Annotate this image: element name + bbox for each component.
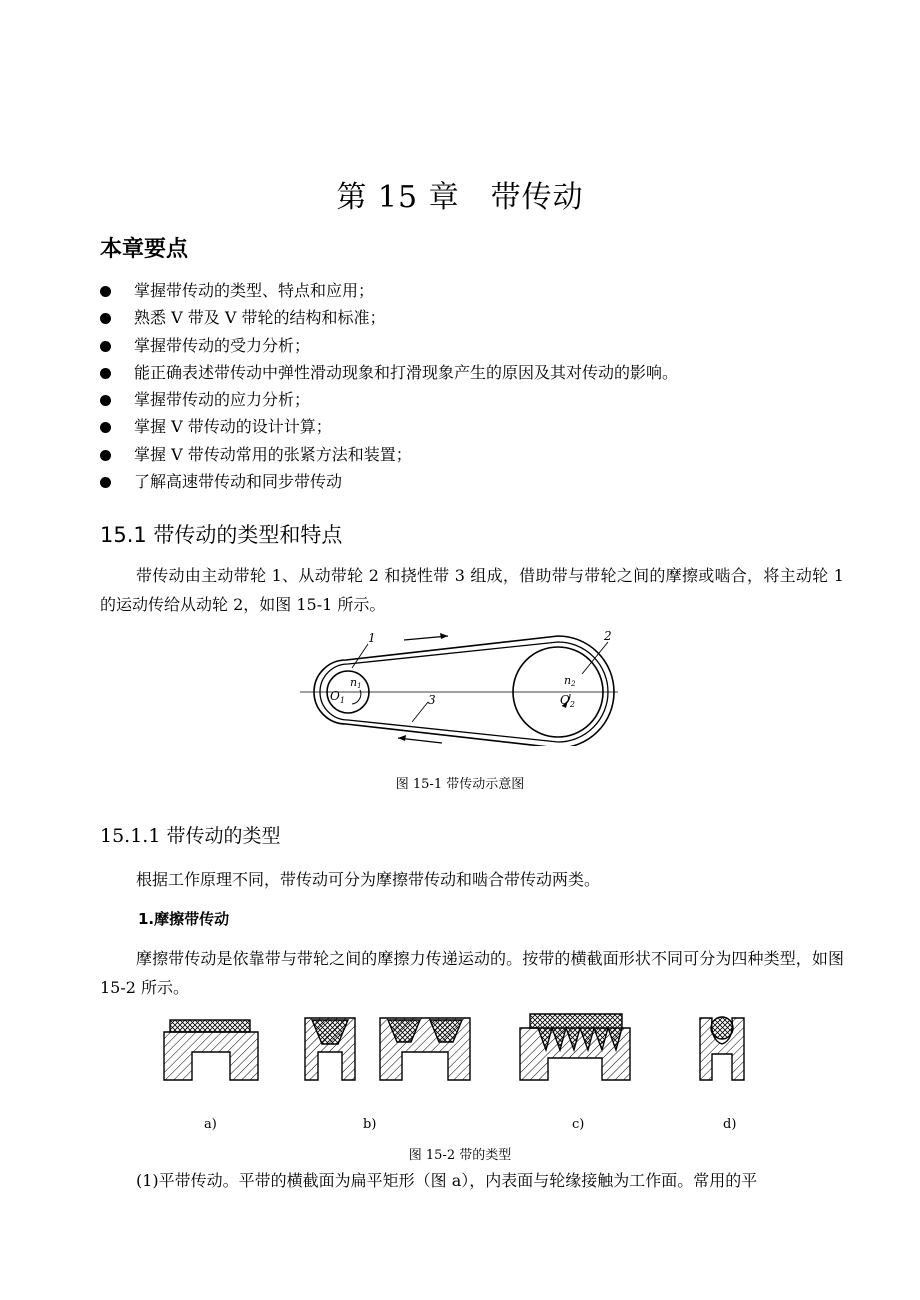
label-two: 2 <box>604 629 612 643</box>
key-point-item: 熟悉 V 带及 V 带轮的结构和标准； <box>100 304 678 331</box>
v-belt-double-section <box>380 1018 470 1080</box>
friction-heading: 1.摩擦带传动 <box>138 910 230 928</box>
v-belt-single-section <box>305 1018 355 1080</box>
leader-line-1 <box>352 644 368 668</box>
bullet-icon <box>100 313 111 324</box>
bullet-icon <box>100 477 111 488</box>
label-a: a) <box>204 1117 217 1132</box>
bullet-icon <box>100 422 111 433</box>
section-15-1-heading: 15.1 带传动的类型和特点 <box>100 523 343 547</box>
section-15-1-paragraph: 带传动由主动带轮 1、从动带轮 2 和挠性带 3 组成，借助带与带轮之间的摩擦或啮合，将主动轮 1 的运动传给从动轮 2，如图 15-1 所示。 <box>100 566 844 614</box>
label-n2: n2 <box>564 674 576 688</box>
figure-15-1-caption: 图 15-1 带传动示意图 <box>395 777 525 792</box>
flat-belt-section <box>164 1020 258 1080</box>
label-c: c) <box>572 1117 585 1132</box>
round-belt-section <box>700 1017 744 1080</box>
leader-line-3 <box>412 702 428 722</box>
label-one: 1 <box>368 631 376 645</box>
key-point-item: 掌握 V 带传动常用的张紧方法和装置； <box>100 441 678 468</box>
belt-drive-diagram <box>300 624 620 746</box>
label-n1: n1 <box>350 676 362 690</box>
bullet-icon <box>100 368 111 379</box>
label-b: b) <box>363 1117 377 1132</box>
section-15-1-1-heading: 15.1.1 带传动的类型 <box>100 825 281 847</box>
key-point-item: 掌握带传动的应力分析； <box>100 386 678 413</box>
figure-15-2-caption: 图 15-2 带的类型 <box>408 1148 512 1163</box>
bullet-icon <box>100 341 111 352</box>
bullet-icon <box>100 395 111 406</box>
label-d: d) <box>723 1117 737 1132</box>
key-point-item: 掌握 V 带传动的设计计算； <box>100 413 678 440</box>
key-point-item: 能正确表述带传动中弹性滑动现象和打滑现象产生的原因及其对传动的影响。 <box>100 359 678 386</box>
leader-line-2 <box>582 642 608 674</box>
label-three: 3 <box>428 693 436 707</box>
label-o1: $O_1$ <box>330 689 345 705</box>
key-point-item: 掌握带传动的受力分析； <box>100 332 678 359</box>
key-points-list <box>100 277 678 495</box>
belt-types-diagram <box>150 1010 770 1092</box>
key-points-heading: 本章要点 <box>100 237 189 262</box>
multi-ribbed-belt-section <box>520 1014 630 1080</box>
friction-paragraph: 摩擦带传动是依靠带与带轮之间的摩擦力传递运动的。按带的横截面形状不同可分为四种类型，如图 15-2 所示。 <box>100 949 844 997</box>
chapter-title: 第 15 章 带传动 <box>336 180 584 215</box>
section-15-1-1-paragraph: 根据工作原理不同，带传动可分为摩擦带传动和啮合带传动两类。 <box>136 870 601 889</box>
key-point-item: 掌握带传动的类型、特点和应用； <box>100 277 678 304</box>
bullet-icon <box>100 286 111 297</box>
key-point-item: 了解高速带传动和同步带传动 <box>100 468 678 495</box>
bullet-icon <box>100 450 111 461</box>
label-o2: $O_2$ <box>560 693 575 709</box>
flat-belt-paragraph: (1)平带传动。平带的横截面为扁平矩形（图 a），内表面与轮缘接触为工作面。常用的平 <box>136 1171 758 1190</box>
